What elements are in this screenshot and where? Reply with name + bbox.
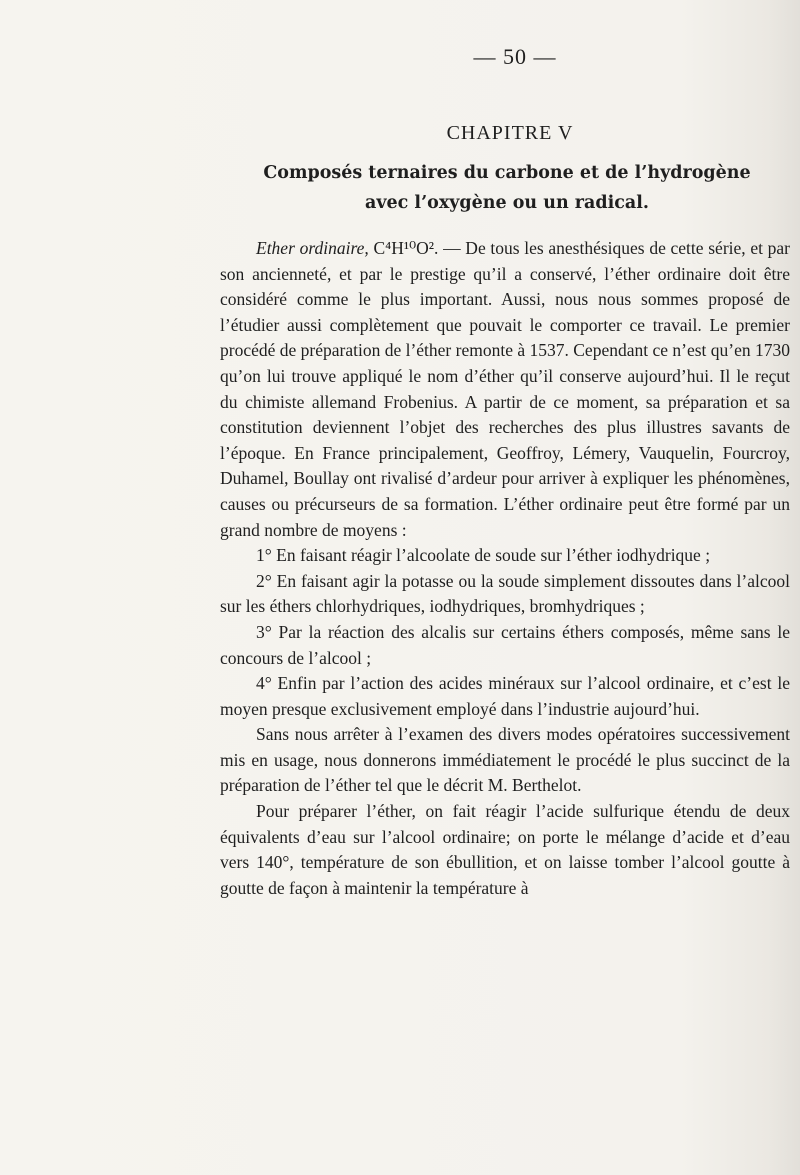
intro-lead: Ether ordinaire, (256, 238, 369, 258)
section-title (222, 158, 792, 218)
intro-paragraph (220, 236, 790, 543)
intro-formula: C⁴H¹⁰O². (373, 238, 439, 258)
intro-text: — De tous les anesthésiques de cette série, et par son ancienneté, et par le prestige qu’il a conservé, l’éther ordinaire doit être considéré comme le plus important. Aussi, nous nous sommes proposé de l’étudier aussi complètement que pouvait le comporter ce travail. Le premier procédé de préparation de l’éther remonte à 1537. Cependant ce n’est qu’en 1730 qu’on lui trouve appliqué le nom d’éther qu’il conserve aujourd’hui. Il le reçut du chimiste allemand Frobenius. A partir de ce moment, sa préparation et sa constitution deviennent l’objet des recherches des plus illustres savants de l’époque. En France principalement, Geoffroy, Lémery, Vauquelin, Fourcroy, Duhamel, Boullay ont rivalisé d’ardeur pour arriver à expliquer les phénomènes, causes ou précurseurs de sa formation. L’éther ordinaire peut être formé par un grand nombre de moyens : (220, 238, 791, 540)
body-text (220, 236, 790, 901)
paragraph-2: Sans nous arrêter à l’examen des divers modes opératoires successivement mis en usage, nous donnerons immédiatement le procédé le plus succinct de la préparation de l’éther tel que le décrit M. Berthelot. (220, 724, 790, 796)
list-item-2: 2° En faisant agir la potasse ou la soude simplement dissoutes dans l’alcool sur les éthers chlorhydriques, iodhydriques, bromhydriques ; (220, 570, 790, 617)
list-item-1: 1° En faisant réagir l’alcoolate de soude sur l’éther iodhydrique ; (256, 545, 711, 566)
list-item-3: 3° Par la réaction des alcalis sur certains éthers composés, même sans le concours de l’alcool ; (220, 621, 790, 668)
list-item-4: 4° Enfin par l’action des acides minéraux sur l’alcool ordinaire, et c’est le moyen presque exclusivement employé dans l’industrie aujourd’hui. (220, 673, 790, 719)
chapter-heading: CHAPITRE V (446, 122, 574, 144)
section-title-line-2: avec l’oxygène ou un radical. (365, 193, 649, 213)
section-title-line-1: Composés ternaires du carbone et de l’hydrogène (263, 163, 751, 183)
page-number: — 50 — (473, 44, 557, 69)
paragraph-3: Pour préparer l’éther, on fait réagir l’acide sulfurique étendu de deux équivalents d’eau sur l’alcool ordinaire; on porte le mélange d’acide et d’eau vers 140°, température de son ébullition, et on laisse tomber l’alcool goutte à goutte de façon à maintenir la température à (220, 801, 790, 898)
